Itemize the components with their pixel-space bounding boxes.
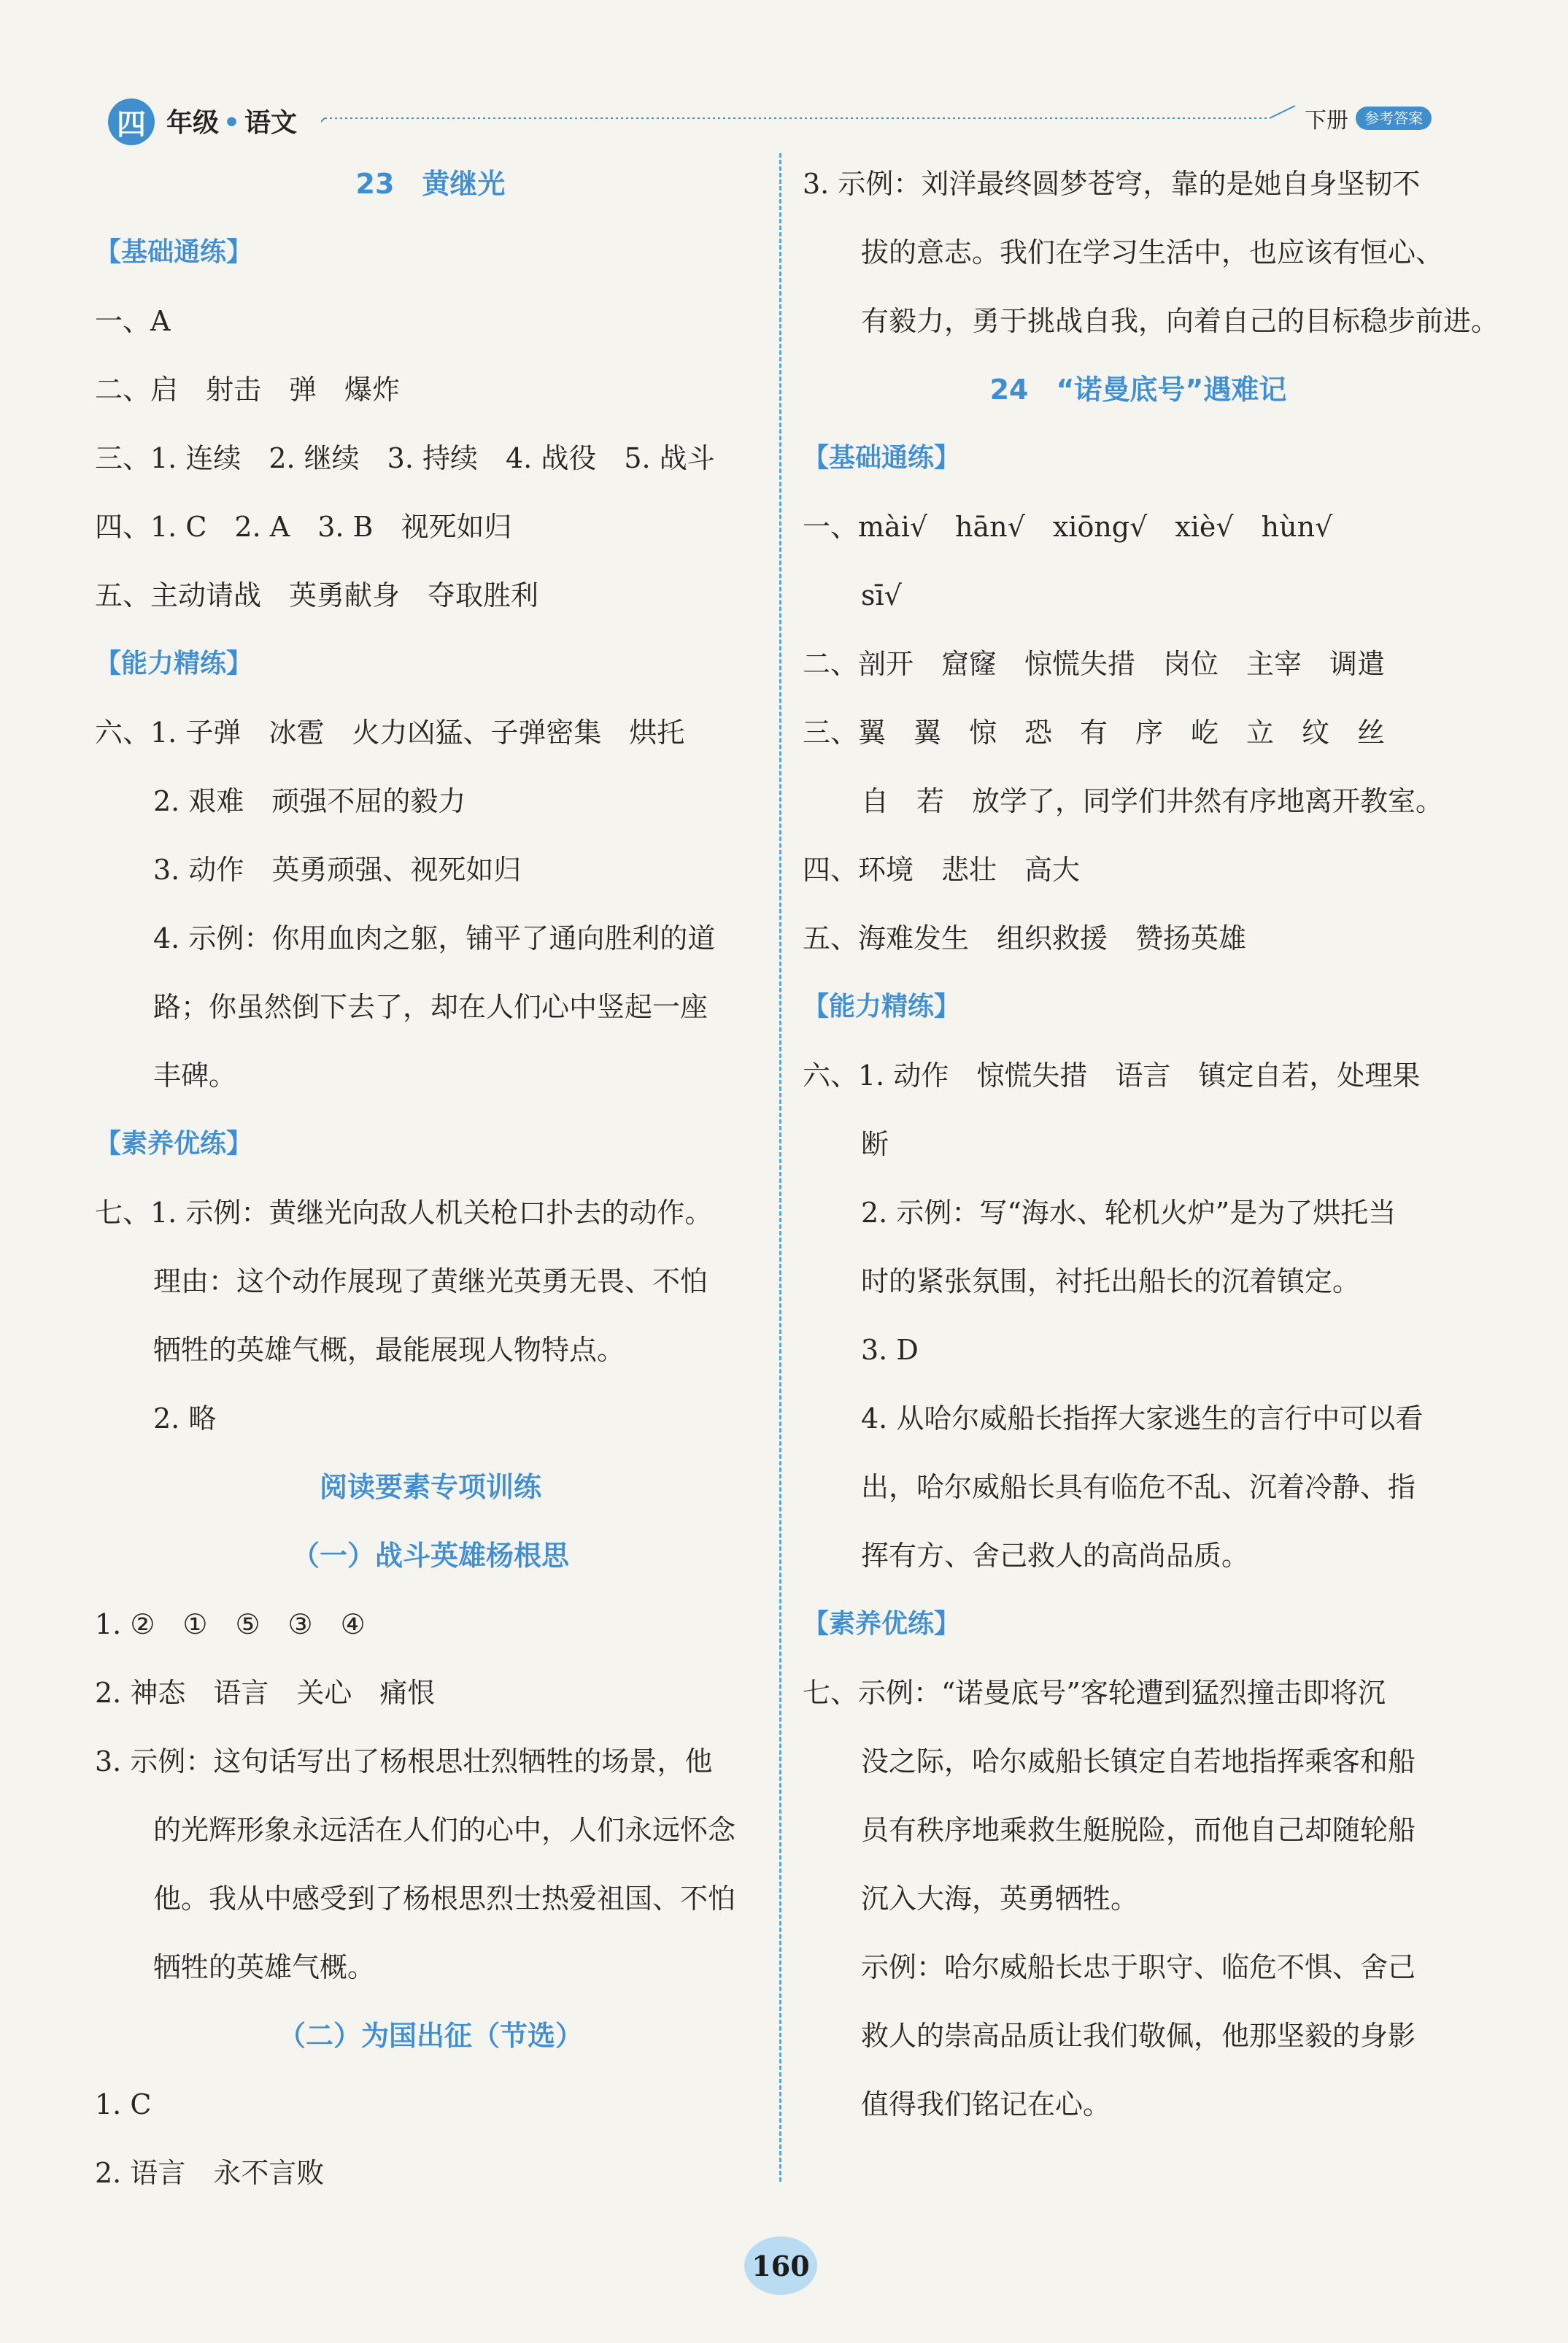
answer-line: 1. ② ① ⑤ ③ ④: [95, 1608, 366, 1640]
answer-line: 三、翼 翼 惊 恐 有 序 屹 立 纹 丝: [803, 717, 1386, 749]
answer-line: 丰碑。: [153, 1059, 237, 1092]
answer-line: 时的紧张氛围，衬托出船长的沉着镇定。: [861, 1265, 1361, 1297]
answer-line: 拔的意志。我们在学习生活中，也应该有恒心、: [861, 236, 1444, 269]
section-heading: 【基础通练】: [95, 237, 253, 267]
answer-line: 员有秩序地乘救生艇脱险，而他自己却随轮船: [861, 1814, 1416, 1846]
right-column: [803, 150, 1499, 2139]
volume-label: 下册: [1305, 108, 1348, 134]
answer-line: 五、海难发生 组织救援 赞扬英雄: [803, 922, 1247, 954]
answer-line: 2. 示例：写“海水、轮机火炉”是为了烘托当: [861, 1197, 1397, 1229]
answer-line: 二、剖开 窟窿 惊慌失措 岗位 主宰 调遣: [803, 648, 1386, 680]
section-heading: 【基础通练】: [803, 443, 961, 473]
answer-line: 二、启 射击 弹 爆炸: [95, 374, 401, 406]
answer-line: 出，哈尔威船长具有临危不乱、沉着冷静、指: [861, 1471, 1416, 1503]
answer-line: 沉入大海，英勇牺牲。: [861, 1883, 1139, 1915]
section-heading: 【素养优练】: [95, 1129, 253, 1159]
answer-line: 牺牲的英雄气概，最能展现人物特点。: [153, 1334, 625, 1366]
answer-line: 七、示例：“诺曼底号”客轮遭到猛烈撞击即将沉: [803, 1677, 1386, 1709]
answer-line: 牺牲的英雄气概。: [153, 1951, 376, 1983]
left-column: [95, 150, 766, 2207]
answer-line: 3. 示例：这句话写出了杨根思壮烈牺牲的场景，他: [95, 1745, 713, 1777]
section-title: 阅读要素专项训练: [319, 1471, 541, 1503]
grade-subject: [166, 102, 297, 139]
section-heading: 【素养优练】: [803, 1609, 961, 1639]
answer-line: 六、1. 子弹 冰雹 火力凶猛、子弹密集 烘托: [95, 717, 685, 749]
answer-line: 有毅力，勇于挑战自我，向着自己的目标稳步前进。: [861, 305, 1499, 337]
grade-word: 年级: [166, 108, 220, 138]
answer-line: 4. 示例：你用血肉之躯，铺平了通向胜利的道: [153, 922, 716, 954]
grade-badge: 四: [108, 99, 155, 145]
answer-line: 四、1. C 2. A 3. B 视死如归: [95, 511, 512, 543]
subject-label: 语文: [244, 108, 298, 138]
answer-line: 救人的崇高品质让我们敬佩，他那坚毅的身影: [861, 2020, 1416, 2052]
section-title: （一）战斗英雄杨根思: [291, 1540, 569, 1572]
answer-line: 3. 动作 英勇顽强、视死如归: [153, 854, 522, 886]
answer-line: 自 若 放学了，同学们井然有序地离开教室。: [861, 785, 1444, 817]
answer-line: 1. C: [95, 2088, 152, 2120]
answer-line: sī√: [861, 579, 902, 611]
answer-line: 值得我们铭记在心。: [861, 2088, 1111, 2120]
answer-badge: 参考答案: [1356, 107, 1432, 130]
answer-line: 2. 艰难 顽强不屈的毅力: [153, 785, 466, 817]
answer-line: 2. 略: [153, 1402, 217, 1435]
answer-line: 挥有方、舍己救人的高尚品质。: [861, 1540, 1250, 1572]
answer-line: 理由：这个动作展现了黄继光英勇无畏、不怕: [153, 1265, 708, 1297]
page-number: 160: [744, 2236, 817, 2295]
answer-line: 2. 神态 语言 关心 痛恨: [95, 1677, 436, 1709]
answer-line: 3. 示例：刘洋最终圆梦苍穹，靠的是她自身坚韧不: [803, 168, 1421, 200]
answer-line: 2. 语言 永不言败: [95, 2157, 325, 2189]
section-heading: 【能力精练】: [803, 992, 961, 1022]
answer-line: 五、主动请战 英勇献身 夺取胜利: [95, 579, 539, 611]
separator-dot-icon: •: [223, 108, 241, 138]
answer-line: 路；你虽然倒下去了，却在人们心中竖起一座: [153, 991, 708, 1023]
answer-line: 他。我从中感受到了杨根思烈士热爱祖国、不怕: [153, 1883, 736, 1915]
column-divider: [779, 153, 781, 2182]
answer-line: 3. D: [861, 1334, 919, 1366]
answer-line: 4. 从哈尔威船长指挥大家逃生的言行中可以看: [861, 1402, 1424, 1435]
page-header: [0, 0, 1568, 168]
section-title: 23 黄继光: [355, 168, 506, 200]
answer-line: 六、1. 动作 惊慌失措 语言 镇定自若，处理果: [803, 1059, 1421, 1092]
section-title: 24 “诺曼底号”遇难记: [989, 374, 1287, 406]
answer-line: 示例：哈尔威船长忠于职守、临危不惧、舍己: [861, 1951, 1416, 1983]
answer-line: 一、mài√ hān√ xiōng√ xiè√ hùn√: [803, 511, 1333, 543]
answer-line: 四、环境 悲壮 高大: [803, 854, 1081, 886]
section-title: （二）为国出征（节选）: [277, 2020, 583, 2052]
answer-line: 的光辉形象永远活在人们的心中，人们永远怀念: [153, 1814, 736, 1846]
answer-line: 七、1. 示例：黄继光向敌人机关枪口扑去的动作。: [95, 1197, 713, 1229]
answer-line: 三、1. 连续 2. 继续 3. 持续 4. 战役 5. 战斗: [95, 442, 715, 474]
answer-line: 没之际，哈尔威船长镇定自若地指挥乘客和船: [861, 1745, 1416, 1777]
answer-line: 断: [861, 1128, 889, 1160]
section-heading: 【能力精练】: [95, 649, 253, 679]
answer-line: 一、A: [95, 305, 171, 337]
header-rule: [321, 102, 1299, 146]
